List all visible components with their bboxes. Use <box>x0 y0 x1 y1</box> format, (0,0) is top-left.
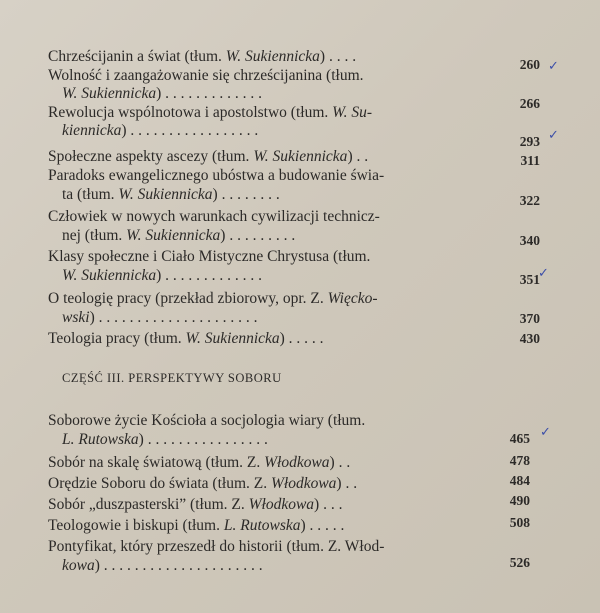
toc-entry-spoleczne-aspekty: Społeczne aspekty ascezy (tłum. W. Sukiennicka) . . <box>48 148 369 165</box>
toc-entry-oredzie-soboru: Orędzie Soboru do świata (tłum. Z. Włodkowa) . . <box>48 475 358 492</box>
toc-entry-wolnosc: Wolność i zaangażowanie się chrześcijanina (tłum. <box>48 67 364 84</box>
page-number: 484 <box>509 473 530 488</box>
toc-entry-rewolucja: Rewolucja wspólnotowa i apostolstwo (tłum. W. Su- <box>48 104 373 121</box>
toc-entry-czlowiek-cont: nej (tłum. W. Sukiennicka) . . . . . . . . . <box>62 227 296 244</box>
toc-entry-soborowe-zycie-cont: L. Rutowska) . . . . . . . . . . . . . . . . <box>62 431 268 448</box>
page-number: 370 <box>519 311 540 326</box>
toc-entry-pontyfikat-cont: kowa) . . . . . . . . . . . . . . . . . . . . . <box>62 557 263 574</box>
toc-entry-o-teologie-pracy-cont: wski) . . . . . . . . . . . . . . . . . . . . . <box>62 309 258 326</box>
toc-entry-teologia-pracy: Teologia pracy (tłum. W. Sukiennicka) . . . . . <box>48 330 324 347</box>
pen-checkmark-icon: ✓ <box>548 58 559 73</box>
toc-entry-rewolucja-cont: kiennicka) . . . . . . . . . . . . . . . . . <box>62 122 259 139</box>
toc-entry-o-teologie-pracy: O teologię pracy (przekład zbiorowy, opr. Z. Więcko- <box>48 290 378 307</box>
page-number: 465 <box>509 431 530 446</box>
page-number: 340 <box>519 233 540 248</box>
toc-entry-wolnosc-cont: W. Sukiennicka) . . . . . . . . . . . . . <box>62 85 263 102</box>
toc-entry-klasy-spoleczne: Klasy społeczne i Ciało Mistyczne Chrystusa (tłum. <box>48 248 371 265</box>
page-number: 508 <box>509 515 530 530</box>
toc-entry-klasy-spoleczne-cont: W. Sukiennicka) . . . . . . . . . . . . . <box>62 267 263 284</box>
page-number: 260 <box>519 57 540 72</box>
page-number: 266 <box>519 96 540 111</box>
page-number: 490 <box>509 493 530 508</box>
toc-entry-teologowie-i-biskupi: Teologowie i biskupi (tłum. L. Rutowska) . . . . . <box>48 517 345 534</box>
pen-checkmark-icon: ✓ <box>548 127 559 142</box>
toc-entry-soborowe-zycie: Soborowe życie Kościoła a socjologia wiary (tłum. <box>48 412 366 429</box>
toc-entry-pontyfikat: Pontyfikat, który przeszedł do historii (tłum. Z. Włod- <box>48 538 385 555</box>
toc-entry-paradoks: Paradoks ewangelicznego ubóstwa a budowanie świa- <box>48 167 385 184</box>
section-heading: CZĘŚĆ III. PERSPEKTYWY SOBORU <box>62 371 282 385</box>
page-number: 351 <box>519 272 540 287</box>
pen-checkmark-icon: ✓ <box>538 265 549 280</box>
pen-checkmark-icon: ✓ <box>540 424 551 439</box>
toc-entry-czlowiek: Człowiek w nowych warunkach cywilizacji technicz- <box>48 208 380 225</box>
page-number: 293 <box>519 134 540 149</box>
toc-entry-paradoks-cont: ta (tłum. W. Sukiennicka) . . . . . . . . <box>62 186 280 203</box>
page-number: 526 <box>509 555 530 570</box>
page-number: 478 <box>509 453 530 468</box>
toc-entry-sobor-duszpasterski: Sobór „duszpasterski” (tłum. Z. Włodkowa) . . . <box>48 496 343 513</box>
toc-entry-sobor-na-skale: Sobór na skalę światową (tłum. Z. Włodkowa) . . <box>48 454 351 471</box>
page-number: 430 <box>519 331 540 346</box>
page-number: 322 <box>519 193 540 208</box>
toc-entry-chrzescijanin-a-swiat: Chrześcijanin a świat (tłum. W. Sukiennicka) . . . . <box>48 48 357 65</box>
page-number: 311 <box>520 153 540 168</box>
